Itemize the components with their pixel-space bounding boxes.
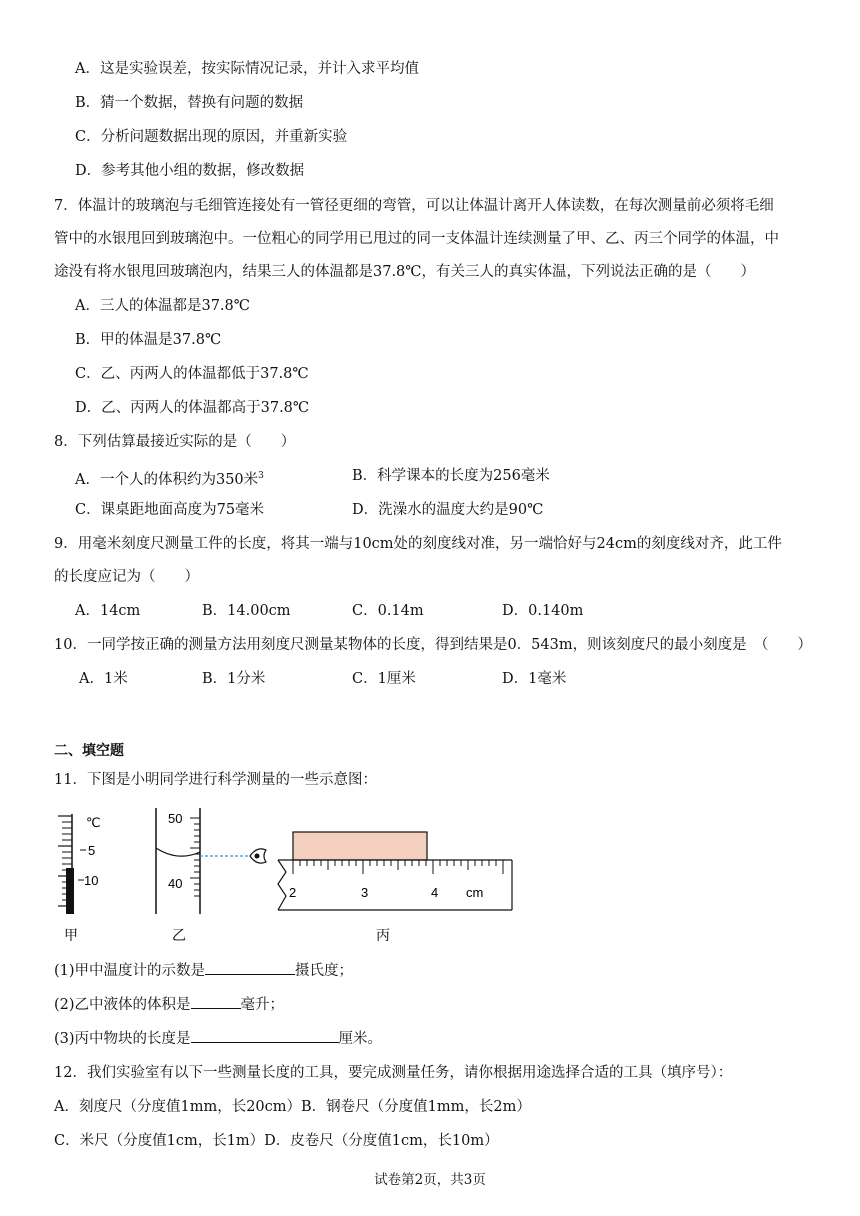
q11-part-1-lead: (1)甲中温度计的示数是 <box>54 963 206 979</box>
q12-tools-line-2: C．米尺（分度值1cm，长1m）D．皮卷尺（分度值1cm，长10m） <box>54 1133 499 1149</box>
q8-option-d: D．洗澡水的温度大约是90℃ <box>352 502 544 518</box>
ruler-unit: cm <box>466 885 484 900</box>
eye-icon <box>250 849 266 863</box>
q7-option-b: B．甲的体温是37.8℃ <box>75 332 222 348</box>
q6-option-c: C．分析问题数据出现的原因，并重新实验 <box>75 129 348 145</box>
q11-part-2-lead: (2)乙中液体的体积是 <box>54 997 191 1013</box>
q9-option-c: C．0.14m <box>352 603 424 619</box>
q10-option-c: C．1厘米 <box>352 671 416 687</box>
q9-option-b: B．14.00cm <box>202 603 291 619</box>
q7-option-c: C．乙、丙两人的体温都低于37.8℃ <box>75 366 309 382</box>
answer-blank-1[interactable] <box>205 960 295 975</box>
ruler-tick-3: 3 <box>361 885 369 900</box>
caption-jia: 甲 <box>64 927 78 943</box>
q11-part-3 <box>54 1028 382 1049</box>
q11-part-1 <box>54 960 353 981</box>
q10-stem: 10．一同学按正确的测量方法用刻度尺测量某物体的长度，得到结果是0．543m，则该刻度尺的最小刻度是 （ ） <box>54 637 812 653</box>
cyl-tick-50: 50 <box>168 811 183 826</box>
q11-part-2-tail: 毫升； <box>240 997 285 1013</box>
q12-tools-line-1: A．刻度尺（分度值1mm，长20cm）B．钢卷尺（分度值1mm，长2m） <box>54 1099 531 1115</box>
q11-part-3-tail: 厘米。 <box>338 1031 383 1047</box>
q6-option-b: B．猜一个数据，替换有问题的数据 <box>75 95 304 111</box>
caption-yi: 乙 <box>172 927 186 943</box>
q12-stem: 12．我们实验室有以下一些测量长度的工具，要完成测量任务，请你根据用途选择合适的工具（填序号）： <box>54 1065 733 1081</box>
q8-option-a <box>75 466 264 490</box>
q11-stem: 11．下图是小明同学进行科学测量的一些示意图： <box>54 772 377 788</box>
thermo-tick-10: 10 <box>84 873 99 888</box>
q10-option-d: D．1毫米 <box>502 671 567 687</box>
q10-option-a: A．1米 <box>79 671 128 687</box>
q11-figure <box>50 800 530 950</box>
q6-option-d: D．参考其他小组的数据，修改数据 <box>75 163 305 179</box>
ruler-tick-2: 2 <box>289 885 297 900</box>
q8-stem: 8．下列估算最接近实际的是（ ） <box>54 434 296 450</box>
page-footer: 试卷第2页，共3页 <box>374 1172 486 1188</box>
q8-option-a-sup: 3 <box>258 471 264 481</box>
answer-blank-3[interactable] <box>191 1028 339 1043</box>
section-title: 二、填空题 <box>54 743 124 759</box>
q8-option-c: C．课桌距地面高度为75毫米 <box>75 502 265 518</box>
q6-option-a: A．这是实验误差，按实际情况记录，并计入求平均值 <box>75 61 419 77</box>
thermo-tick-5: 5 <box>88 843 96 858</box>
q11-part-2 <box>54 994 284 1015</box>
q9-option-a: A．14cm <box>75 603 141 619</box>
ruler-tick-4: 4 <box>431 885 439 900</box>
q9-stem-line-2: 的长度应记为（ ） <box>54 569 199 585</box>
q7-stem-line-3: 途没有将水银甩回玻璃泡内，结果三人的体温都是37.8℃，有关三人的真实体温，下列说法正确的是（ ） <box>54 264 756 280</box>
q8-option-b: B．科学课本的长度为256毫米 <box>352 468 550 484</box>
q7-stem-line-2: 管中的水银甩回到玻璃泡中。一位粗心的同学用已甩过的同一支体温计连续测量了甲、乙、丙三个同学的体温，中 <box>54 231 779 247</box>
graduated-cylinder-yi <box>156 808 266 914</box>
q10-option-b: B．1分米 <box>202 671 266 687</box>
cyl-tick-40: 40 <box>168 876 183 891</box>
measured-block <box>293 832 427 860</box>
thermo-unit: ℃ <box>86 815 101 830</box>
thermometer-jia <box>58 814 101 914</box>
q8-option-a-text: A．一个人的体积约为350米 <box>75 471 259 488</box>
caption-bing: 丙 <box>376 927 390 943</box>
ruler-bing <box>278 832 512 910</box>
q9-option-d: D．0.140m <box>502 603 584 619</box>
q7-option-d: D．乙、丙两人的体温都高于37.8℃ <box>75 400 310 416</box>
q9-stem-line-1: 9．用毫米刻度尺测量工件的长度，将其一端与10cm处的刻度线对准，另一端恰好与24cm的刻度线对齐，此工件 <box>54 536 782 552</box>
q11-part-3-lead: (3)丙中物块的长度是 <box>54 1031 191 1047</box>
q11-part-1-tail: 摄氏度； <box>295 963 354 979</box>
q7-stem-line-1: 7．体温计的玻璃泡与毛细管连接处有一管径更细的弯管，可以让体温计离开人体读数，在每次测量前必须将毛细 <box>54 198 774 214</box>
answer-blank-2[interactable] <box>191 994 241 1009</box>
q7-option-a: A．三人的体温都是37.8℃ <box>75 298 250 314</box>
